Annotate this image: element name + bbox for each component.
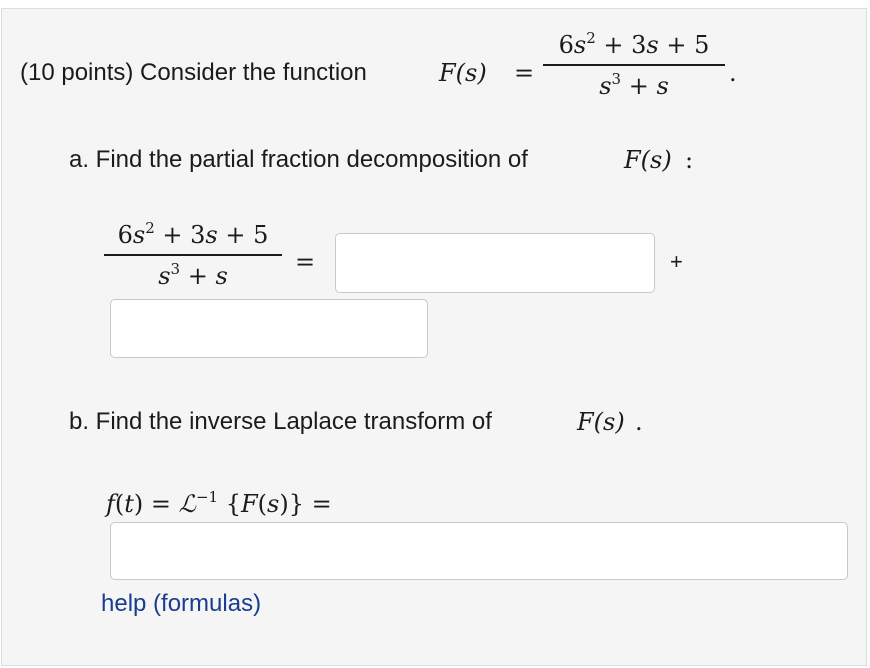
part-a-function: F(s) xyxy=(624,146,672,174)
fraction-numerator: $6s^2 + 3s + 5$ xyxy=(558,29,710,59)
part-a-prompt: a. Find the partial fraction decomposition of xyxy=(69,146,528,173)
decomposition-equals: = xyxy=(295,248,316,276)
function-name: F(s) xyxy=(439,59,487,87)
part-b-period: . xyxy=(635,408,643,436)
fraction-bar xyxy=(543,64,725,66)
part-a-colon: : xyxy=(685,146,694,174)
decomposition-fraction xyxy=(104,219,282,290)
intro-period: . xyxy=(729,59,737,87)
function-fraction xyxy=(543,29,725,100)
partial-fraction-input-1[interactable] xyxy=(335,233,655,293)
plus-sign: + xyxy=(670,249,683,274)
inverse-laplace-formula: f(t) = ℒ$^{-1}$ {F(s)} = xyxy=(106,488,332,518)
decomposition-bar xyxy=(104,254,282,256)
help-formulas-link[interactable]: help (formulas) xyxy=(101,590,262,617)
partial-fraction-input-2[interactable] xyxy=(110,299,428,358)
equals-sign: = xyxy=(514,59,535,87)
inverse-laplace-input[interactable] xyxy=(110,522,848,580)
part-b-function: F(s) xyxy=(577,408,625,436)
decomposition-denominator: $s^3 + s$ xyxy=(158,259,228,290)
fraction-denominator: $s^3 + s$ xyxy=(599,69,669,100)
part-b-prompt: b. Find the inverse Laplace transform of xyxy=(69,408,492,435)
question-intro: (10 points) Consider the function xyxy=(20,59,367,86)
decomposition-numerator: $6s^2 + 3s + 5$ xyxy=(117,219,269,249)
question-panel xyxy=(1,8,867,666)
